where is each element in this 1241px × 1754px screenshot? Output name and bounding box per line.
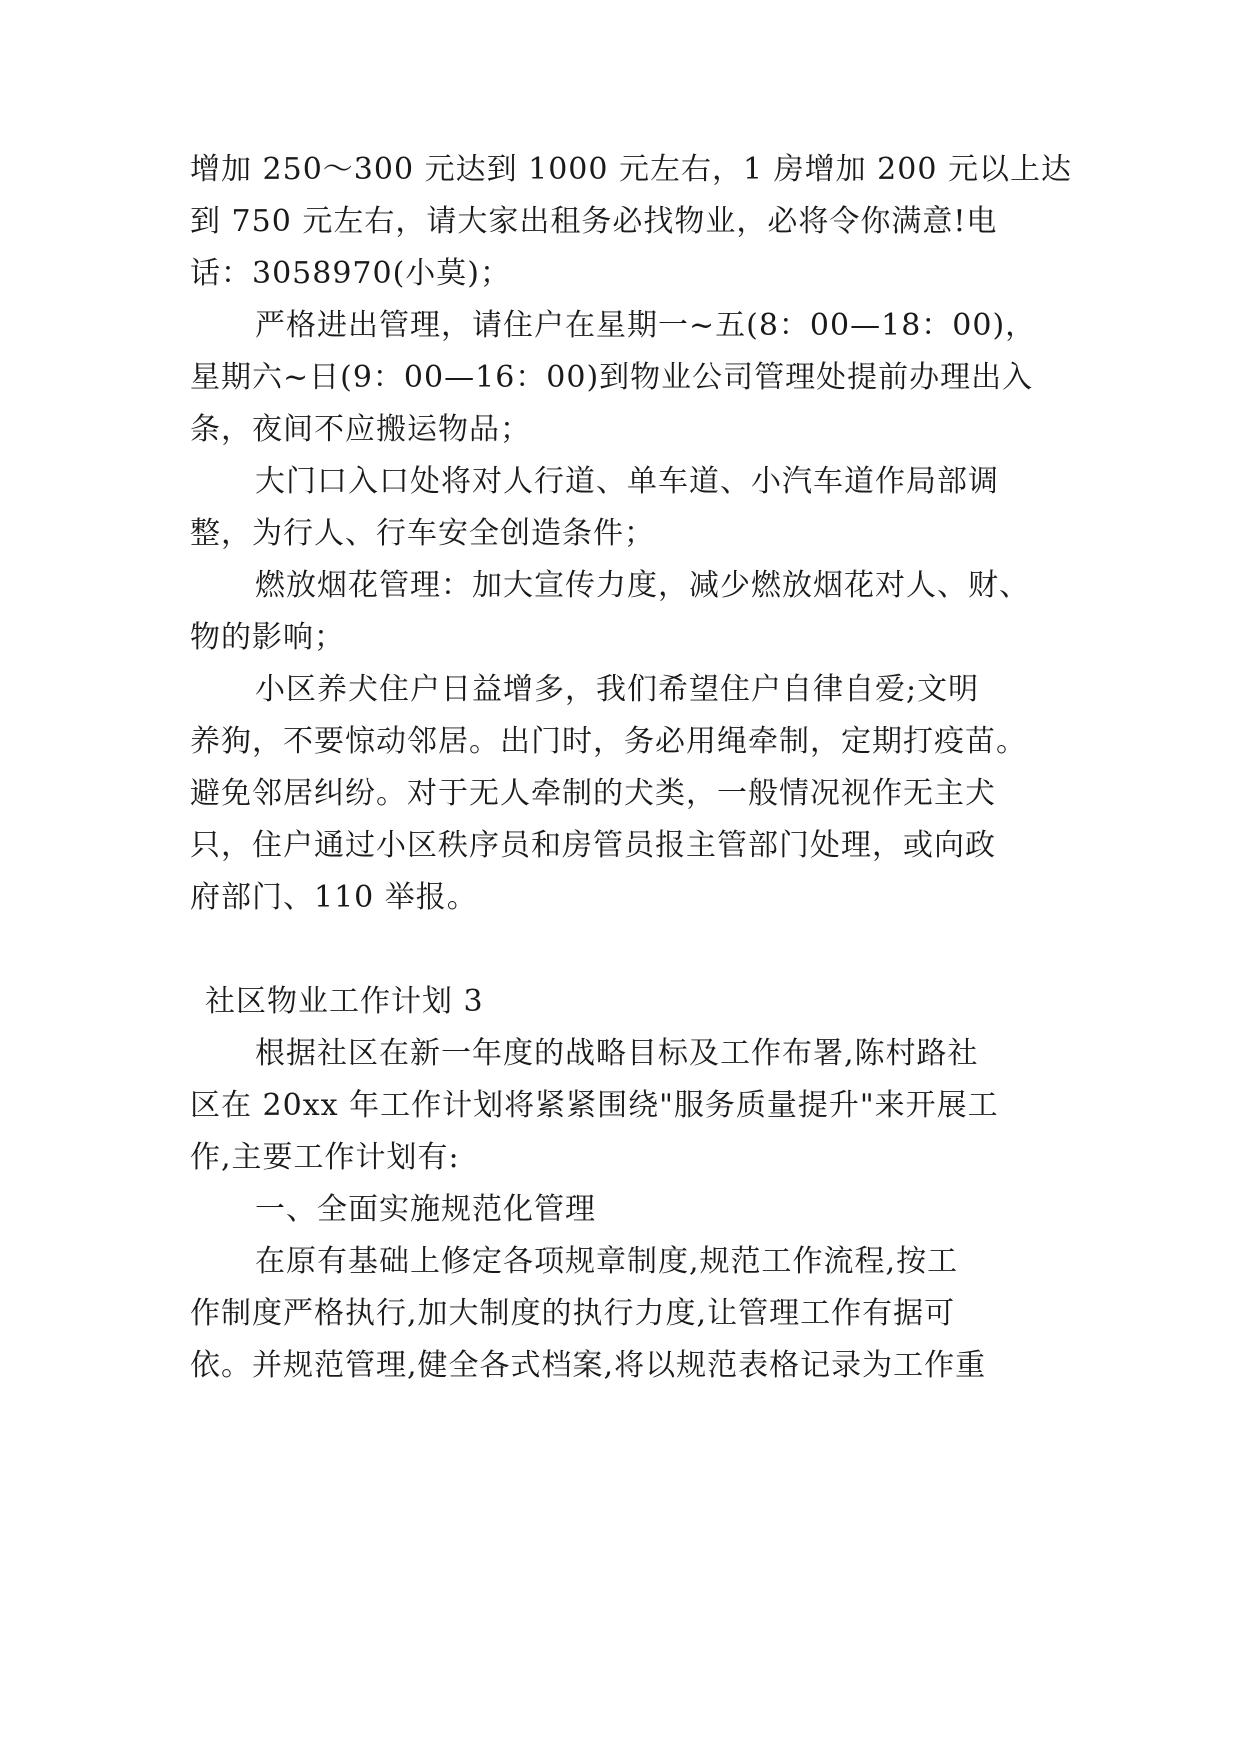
text-line: 作,主要工作计划有: <box>190 1140 460 1175</box>
text-line: 大门口入口处将对人行道、单车道、小汽车道作局部调 <box>255 464 999 499</box>
text-line: 在原有基础上修定各项规章制度,规范工作流程,按工 <box>255 1244 959 1279</box>
text-line: 条，夜间不应搬运物品； <box>190 412 531 447</box>
section-title: 社区物业工作计划 3 <box>205 984 484 1019</box>
text-line: 到 750 元左右，请大家出租务必找物业，必将令你满意!电 <box>190 204 998 239</box>
text-line: 府部门、110 举报。 <box>190 880 478 915</box>
text-line: 避免邻居纠纷。对于无人牵制的犬类，一般情况视作无主犬 <box>190 776 996 811</box>
text-line: 星期六~日(9：00—16：00)到物业公司管理处提前办理出入 <box>190 360 1034 395</box>
text-line: 物的影响； <box>190 620 345 655</box>
text-line: 养狗，不要惊动邻居。出门时，务必用绳牵制，定期打疫苗。 <box>190 724 1027 759</box>
text-line: 区在 20xx 年工作计划将紧紧围绕"服务质量提升"来开展工 <box>190 1088 999 1123</box>
text-line: 一、全面实施规范化管理 <box>255 1192 596 1227</box>
text-line: 作制度严格执行,加大制度的执行力度,让管理工作有据可 <box>190 1296 956 1331</box>
text-line: 依。并规范管理,健全各式档案,将以规范表格记录为工作重 <box>190 1348 987 1383</box>
text-line: 根据社区在新一年度的战略目标及工作布署,陈村路社 <box>255 1036 979 1071</box>
text-line: 小区养犬住户日益增多，我们希望住户自律自爱;文明 <box>255 672 980 707</box>
text-line: 增加 250～300 元达到 1000 元左右，1 房增加 200 元以上达 <box>190 152 1072 187</box>
text-line: 话：3058970(小莫)； <box>190 256 512 291</box>
text-line: 严格进出管理，请住户在星期一~五(8：00—18：00)， <box>255 308 1037 343</box>
text-line: 整，为行人、行车安全创造条件； <box>190 516 655 551</box>
text-line: 只，住户通过小区秩序员和房管员报主管部门处理，或向政 <box>190 828 996 863</box>
text-line: 燃放烟花管理：加大宣传力度，减少燃放烟花对人、财、 <box>255 568 1030 603</box>
